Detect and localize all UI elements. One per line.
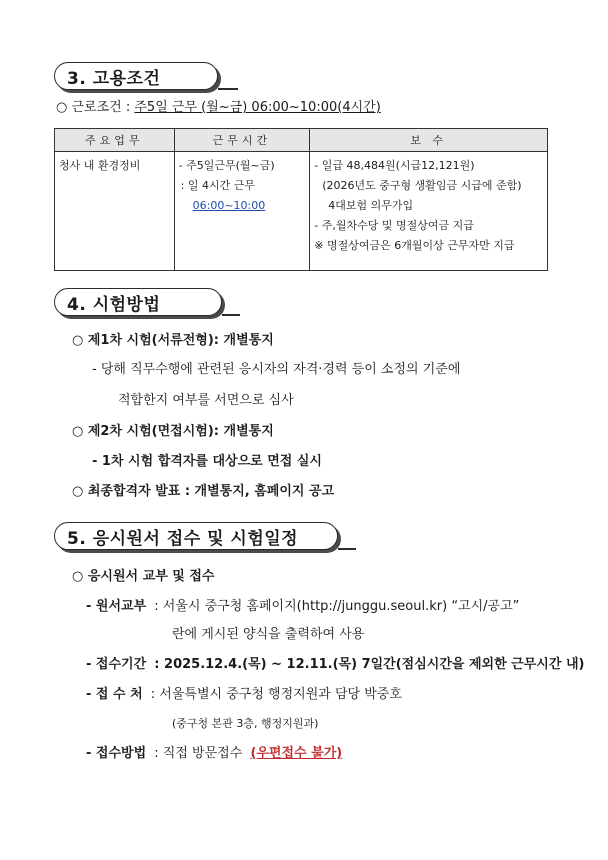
header-hours: 근무시간	[174, 129, 310, 152]
method-label: - 접수방법	[86, 746, 147, 761]
circle-bullet-icon: ○	[72, 569, 84, 584]
duty-text: 청사 내 환경정비	[59, 159, 141, 172]
exam-item-3	[72, 484, 334, 500]
exam-item-1-desc-cont: 적합한지 여부를 서면으로 심사	[118, 393, 294, 408]
method-note: (우편접수 불가)	[250, 746, 343, 761]
condition-label: 근로조건 :	[71, 100, 131, 115]
exam-item-3-text: 최종합격자 발표 : 개별통지, 홈페이지 공고	[87, 484, 335, 499]
section-3-heading	[54, 62, 218, 90]
place-label: - 접 수 처	[86, 687, 143, 702]
exam-item-1-text: 제1차 시험(서류전형): 개별통지	[87, 333, 274, 348]
section-3-rule	[218, 88, 238, 90]
distribution-value-cont: 란에 게시된 양식을 출력하여 사용	[172, 627, 365, 642]
pay-cell	[310, 152, 548, 271]
method-value: : 직접 방문접수	[154, 746, 243, 761]
pay-note: ※ 명절상여금은 6개월이상 근무자만 지급	[314, 239, 515, 252]
place-value: : 서울특별시 중구청 행정지원과 담당 박중호	[150, 687, 402, 702]
section-4-heading	[54, 288, 222, 316]
place-note: (중구청 본관 3층, 행정지원과)	[172, 717, 319, 730]
period-row	[86, 657, 584, 673]
pay-line: - 일급 48,484원(시급12,121원)	[314, 159, 475, 172]
exam-item-2	[72, 424, 274, 440]
homepage-link[interactable]: http://junggu.seoul.kr	[301, 599, 443, 614]
distribution-row	[86, 599, 519, 615]
duty-cell	[55, 152, 175, 271]
circle-bullet-icon: ○	[72, 484, 84, 499]
section-4-title: 4. 시험방법	[67, 294, 161, 315]
circle-bullet-icon: ○	[56, 100, 68, 115]
header-pay: 보 수	[310, 129, 548, 152]
distribution-value-b: ) “고시/공고”	[442, 599, 520, 614]
section-5-rule	[338, 548, 356, 550]
pay-line: 4대보험 의무가입	[328, 199, 414, 212]
section-5-heading	[54, 522, 338, 550]
exam-item-1-desc: - 당해 직무수행에 관련된 응시자의 자격·경력 등이 소정의 기준에	[92, 362, 461, 377]
method-row	[86, 746, 342, 762]
hours-line: - 주5일근무(월~금)	[178, 159, 275, 172]
exam-item-1	[72, 333, 274, 349]
circle-bullet-icon: ○	[72, 424, 84, 439]
hours-line: : 일 4시간 근무	[180, 179, 255, 192]
period-value: : 2025.12.4.(목) ~ 12.11.(목) 7일간(점심시간을 제외한 근무시간 내)	[154, 657, 585, 672]
hours-cell	[174, 152, 310, 271]
employment-table	[54, 128, 548, 271]
pay-line: (2026년도 중구형 생활임금 시급에 준함)	[322, 179, 522, 192]
place-row	[86, 687, 402, 703]
hours-time: 06:00~10:00	[192, 199, 266, 212]
circle-bullet-icon: ○	[72, 333, 84, 348]
work-condition-line	[56, 100, 381, 116]
pay-line: - 주,월차수당 및 명절상여금 지급	[314, 219, 474, 232]
exam-item-2-text: 제2차 시험(면접시험): 개별통지	[87, 424, 274, 439]
application-subheading	[72, 569, 214, 585]
table-header-row	[55, 129, 548, 152]
exam-item-2-desc: - 1차 시험 합격자를 대상으로 면접 실시	[92, 454, 322, 469]
application-subheading-text: 응시원서 교부 및 접수	[87, 569, 215, 584]
header-duty: 주요업무	[55, 129, 175, 152]
section-4-rule	[222, 314, 240, 316]
section-3-title: 3. 고용조건	[67, 68, 161, 89]
table-row	[55, 152, 548, 271]
distribution-value-a: : 서울시 중구청 홈페이지(	[154, 599, 302, 614]
section-5-title: 5. 응시원서 접수 및 시험일정	[67, 528, 299, 549]
condition-value: 주5일 근무 (월~금) 06:00~10:00(4시간)	[134, 100, 381, 115]
period-label: - 접수기간	[86, 657, 147, 672]
distribution-label: - 원서교부	[86, 599, 147, 614]
